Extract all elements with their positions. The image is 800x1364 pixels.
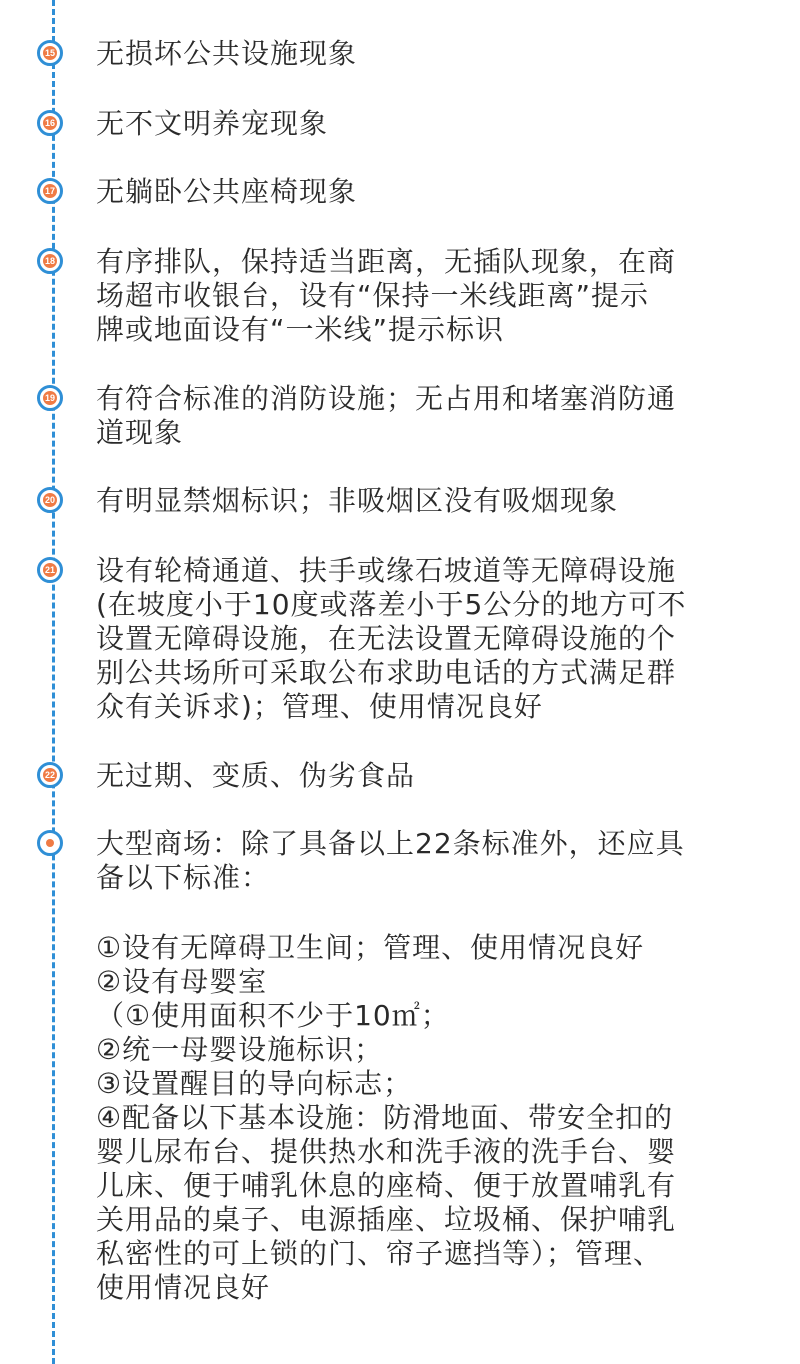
number-badge-label: 17 — [44, 186, 55, 196]
number-badge — [37, 762, 63, 788]
number-badge-label: 21 — [44, 565, 55, 575]
number-badge-label: 20 — [44, 495, 55, 505]
number-badge — [37, 385, 63, 411]
number-badge-label: 19 — [44, 393, 55, 403]
item-text: 无不文明养宠现象 — [96, 107, 329, 140]
item-text: 有符合标准的消防设施；无占用和堵塞消防通 道现象 — [96, 382, 677, 449]
number-badge — [37, 487, 63, 513]
number-badge — [37, 40, 63, 66]
mall-intro-text: 大型商场：除了具备以上22条标准外，还应具 备以下标准： — [96, 827, 685, 894]
item-text: 有明显禁烟标识；非吸烟区没有吸烟现象 — [96, 484, 619, 517]
mall-details-text: ①设有无障碍卫生间；管理、使用情况良好 ②设有母婴室 （①使用面积不少于10㎡； ②统一母婴设施标识； ③设置醒目的导向标志； ④配备以下基本设施：防滑地面、带安全扣的 婴儿尿布台、提供热水和洗手液的洗手台、婴 儿床、便于哺乳休息的座椅、便于放置哺乳有 关用品的桌子、电源插座、垃圾桶、保护哺乳 私密性的可上锁的门、帘子遮挡等）；管理、 使用情况良好 — [96, 931, 677, 1304]
item-text: 设有轮椅通道、扶手或缘石坡道等无障碍设施 (在坡度小于10度或落差小于5公分的地方可不 设置无障碍设施，在无法设置无障碍设施的个 别公共场所可采取公布求助电话的方式满足群 众有关诉求)；管理、使用情况良好 — [96, 554, 687, 723]
item-text: 无躺卧公共座椅现象 — [96, 175, 358, 208]
item-text: 无损坏公共设施现象 — [96, 37, 358, 70]
number-badge-label: 22 — [44, 770, 55, 780]
item-text: 有序排队，保持适当距离，无插队现象，在商 场超市收银台，设有“保持一米线距离”提示 牌或地面设有“一米线”提示标识 — [96, 245, 677, 346]
number-badge-label: 18 — [44, 256, 55, 266]
dot-badge-center — [46, 839, 54, 847]
number-badge-label: 15 — [44, 48, 55, 58]
number-badge-label: 16 — [44, 118, 55, 128]
item-text: 无过期、变质、伪劣食品 — [96, 759, 416, 792]
number-badge — [37, 248, 63, 274]
number-badge — [37, 110, 63, 136]
number-badge — [37, 557, 63, 583]
timeline-line — [52, 0, 55, 1364]
dot-badge — [37, 830, 63, 856]
number-badge — [37, 178, 63, 204]
